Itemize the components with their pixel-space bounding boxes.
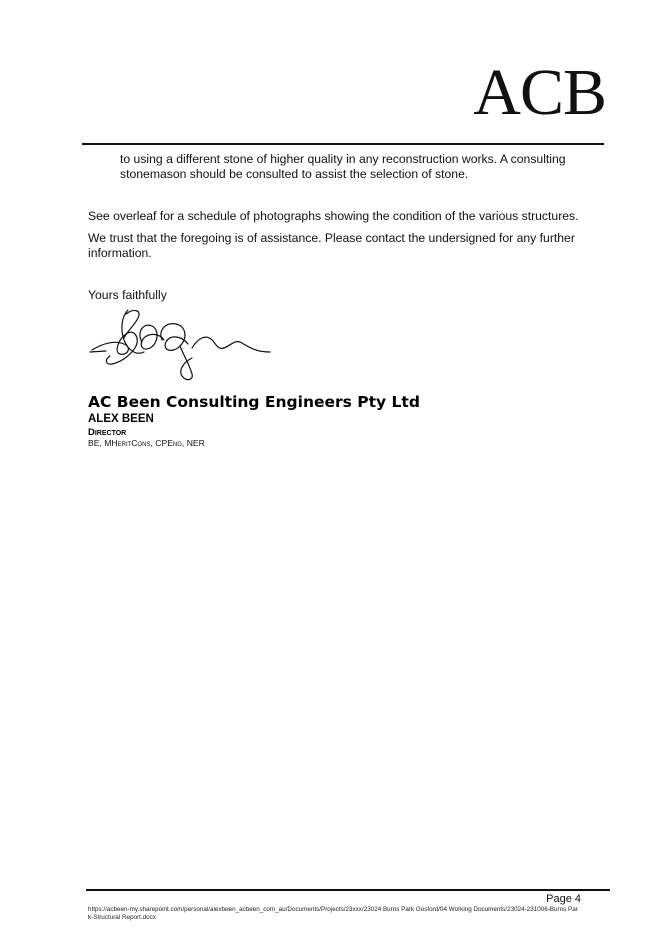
signatory-title: Director bbox=[88, 427, 127, 438]
valediction: Yours faithfully bbox=[88, 288, 167, 302]
company-name: AC Been Consulting Engineers Pty Ltd bbox=[88, 393, 420, 411]
handwritten-signature bbox=[88, 304, 274, 382]
overleaf-paragraph: See overleaf for a schedule of photographs showing the condition of the various structures. bbox=[88, 209, 579, 223]
closing-paragraph: We trust that the foregoing is of assistance. Please contact the undersigned for any further information. bbox=[88, 231, 575, 260]
page-number: Page 4 bbox=[546, 893, 581, 905]
continuation-paragraph: to using a different stone of higher quality in any reconstruction works. A consulting stonemason should be consulted to assist the selection of stone. bbox=[120, 152, 566, 181]
footer-divider bbox=[86, 889, 610, 891]
signatory-name: ALEX BEEN bbox=[88, 413, 154, 425]
header-divider bbox=[82, 143, 604, 145]
signatory-qualifications: BE, MHeritCons, CPEng, NER bbox=[88, 438, 205, 448]
company-logo: ACB bbox=[473, 56, 606, 129]
document-file-path: https://acbeen-my.sharepoint.com/personal/alexbeen_acbeen_com_au/Documents/Projects/23xxx/23024 Burns Park Gosford/04 Working Documents/23024-231006-Burns Park-Structural Report.docx bbox=[88, 906, 578, 921]
